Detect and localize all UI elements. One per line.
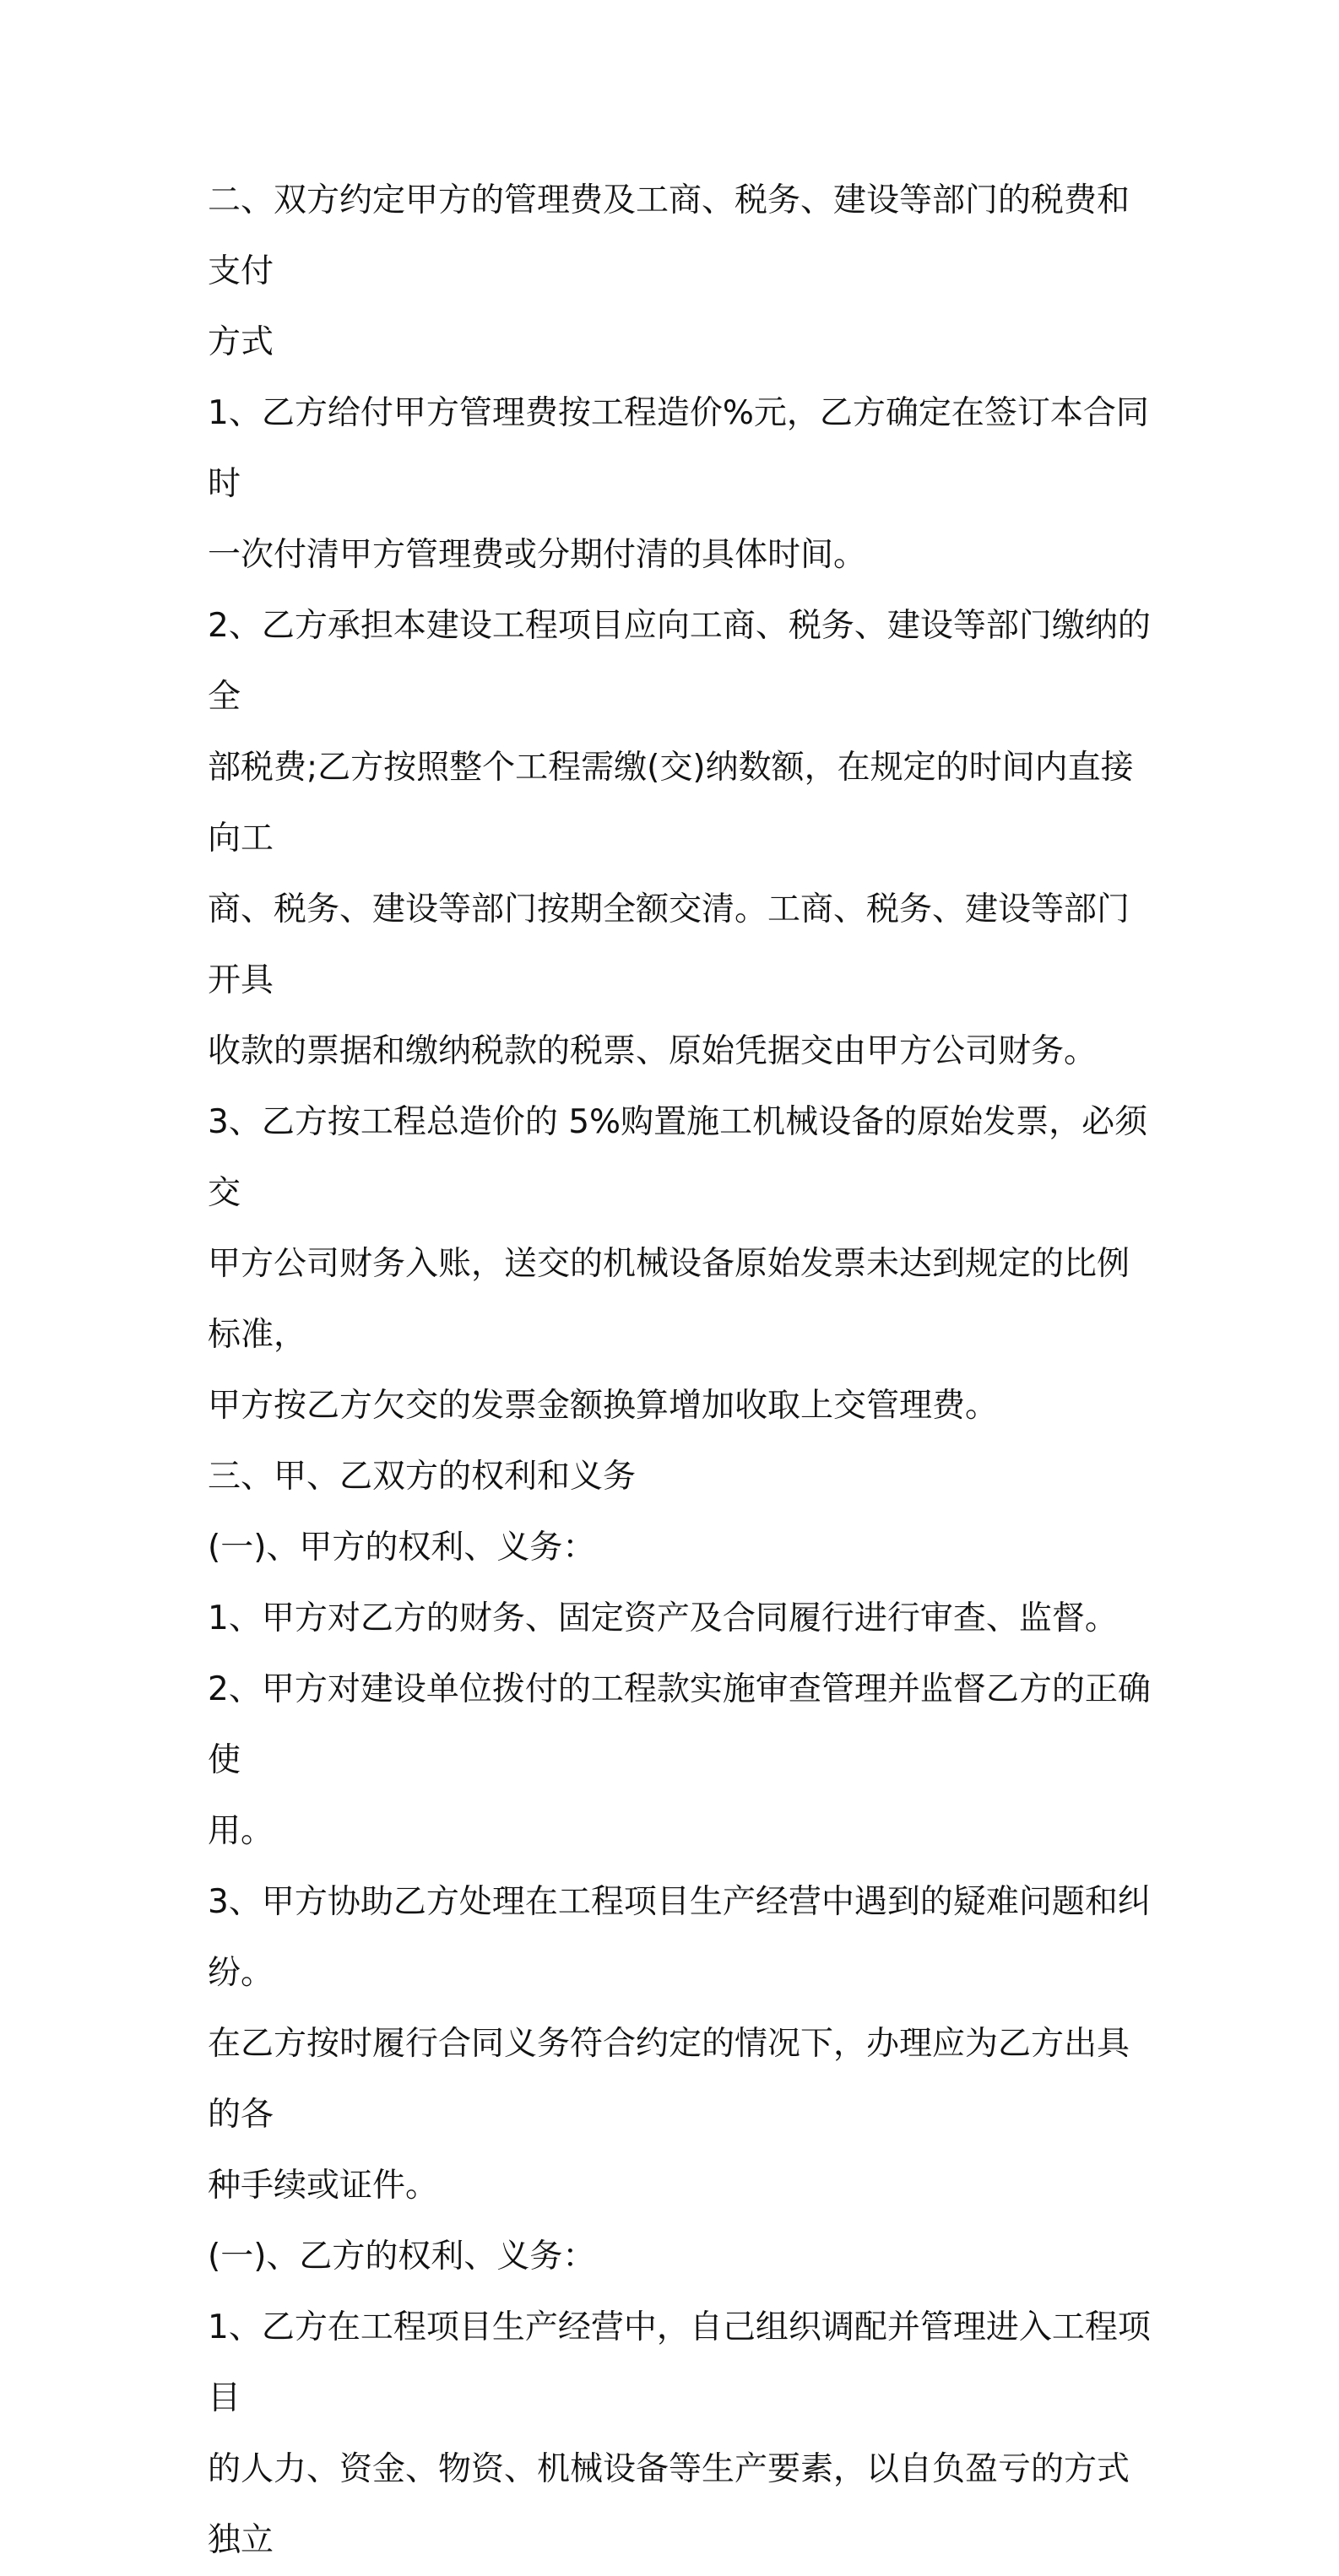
section-heading-2-cont: 方式 bbox=[208, 323, 274, 361]
clause-3a-1: 1、甲方对乙方的财务、固定资产及合同履行进行审查、监督。 bbox=[208, 1599, 1118, 1637]
clause-2-2-cont-2: 商、税务、建设等部门按期全额交清。工商、税务、建设等部门开具 bbox=[208, 890, 1130, 999]
clause-2-2: 2、乙方承担本建设工程项目应向工商、税务、建设等部门缴纳的全 bbox=[208, 607, 1151, 716]
subsection-party-b: (一)、乙方的权利、义务： bbox=[208, 2238, 596, 2276]
clause-3a-2: 2、甲方对建设单位拨付的工程款实施审查管理并监督乙方的正确使 bbox=[208, 1670, 1151, 1779]
clause-2-3: 3、乙方按工程总造价的 5%购置施工机械设备的原始发票，必须交 bbox=[208, 1103, 1148, 1212]
section-heading-2: 二、双方约定甲方的管理费及工商、税务、建设等部门的税费和支付 bbox=[208, 181, 1130, 290]
clause-2-2-cont-1: 部税费;乙方按照整个工程需缴(交)纳数额，在规定的时间内直接向工 bbox=[208, 749, 1134, 858]
clause-3b-1: 1、乙方在工程项目生产经营中，自己组织调配并管理进入工程项目 bbox=[208, 2308, 1151, 2417]
clause-2-1-cont: 一次付清甲方管理费或分期付清的具体时间。 bbox=[208, 536, 867, 574]
clause-3a-3-cont-1: 在乙方按时履行合同义务符合约定的情况下，办理应为乙方出具的各 bbox=[208, 2025, 1130, 2134]
clause-2-3-cont-2: 甲方按乙方欠交的发票金额换算增加收取上交管理费。 bbox=[208, 1387, 999, 1425]
document-body bbox=[208, 165, 1153, 2576]
clause-2-2-cont-3: 收款的票据和缴纳税款的税票、原始凭据交由甲方公司财务。 bbox=[208, 1032, 1098, 1070]
clause-2-3-cont-1: 甲方公司财务入账，送交的机械设备原始发票未达到规定的比例标准， bbox=[208, 1245, 1130, 1354]
subsection-party-a: (一)、甲方的权利、义务： bbox=[208, 1529, 596, 1567]
clause-3b-1-cont: 的人力、资金、物资、机械设备等生产要素，以自负盈亏的方式独立 bbox=[208, 2450, 1130, 2559]
section-heading-3: 三、甲、乙双方的权利和义务 bbox=[208, 1458, 637, 1496]
clause-3a-2-cont: 用。 bbox=[208, 1812, 274, 1850]
clause-2-1: 1、乙方给付甲方管理费按工程造价%元，乙方确定在签订本合同时 bbox=[208, 394, 1149, 503]
clause-3a-3-cont-2: 种手续或证件。 bbox=[208, 2167, 439, 2205]
clause-3a-3: 3、甲方协助乙方处理在工程项目生产经营中遇到的疑难问题和纠纷。 bbox=[208, 1883, 1151, 1992]
